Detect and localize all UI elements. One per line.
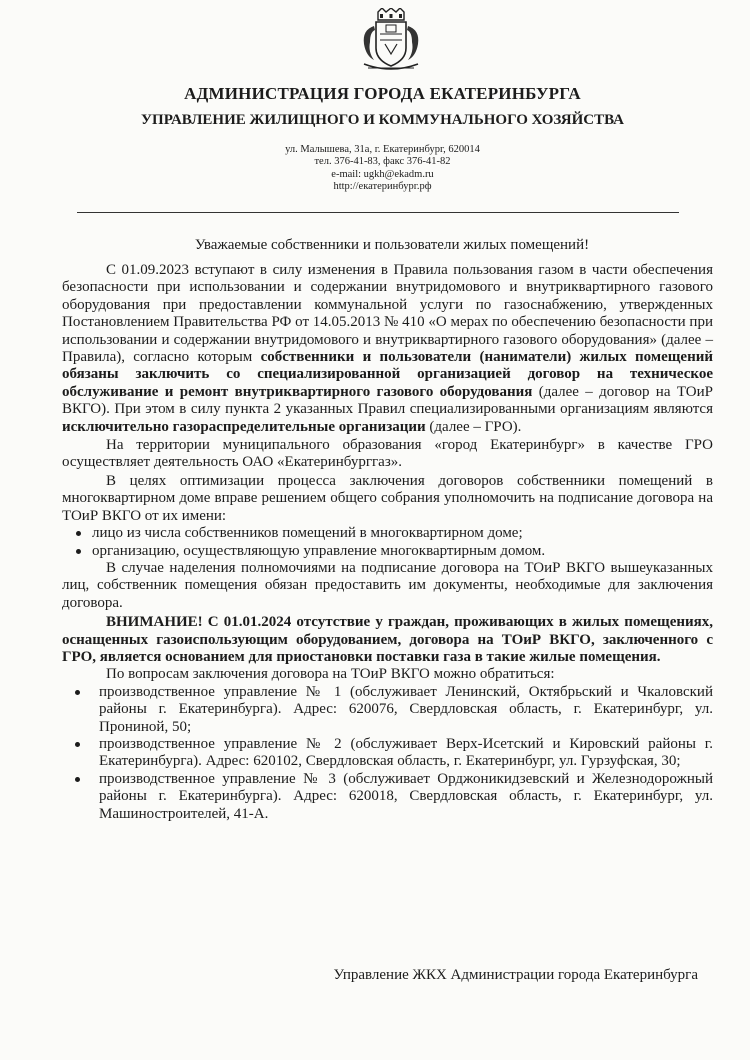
paragraph-gro-info: На территории муниципального образования «город Екатеринбург» в качестве ГРО осуществляет деятельность ОАО «Екатеринбурггаз». [62,437,713,471]
offices-list [62,684,713,823]
paragraph-text: С 01.09.2023 вступают в силу изменения в Правила пользования газом в части обеспечения безопасности при использовании и содержании внутридомового и внутриквартирного газового оборудования при предоставлении коммунальной услуги по газоснабжению, утвержденных Постановлением Правительства РФ от 14.05.2013 № 410 «О мерах по обеспечению безопасности при использовании и содержании внутридомового и внутриквартирного газового оборудования» (далее – Правила), согласно которым [62,262,713,366]
paragraph-text: (далее – ГРО). [425,418,522,435]
paragraph-bold-text: исключительно газораспределительные организации [62,418,426,435]
paragraph-optimization: В целях оптимизации процесса заключения договоров собственники помещений в многоквартирном доме вправе решением общего собрания уполномочить на подписание договора на ТОиР ВКГО от их имени: [62,472,713,524]
list-item [62,684,713,736]
contact-block [0,144,750,193]
list-item-text: производственное управление № 3 (обслуживает Орджоникидзевский и Железнодорожный районы г. Екатеринбурга). Адрес: 620018, Свердловская область, г. Екатеринбург, ул. Машиностроителей, 41-А. [99,770,713,822]
list-item [62,543,713,560]
paragraph-text: (далее – договор на ТОиР ВКГО). При этом в силу пункта 2 указанных Правил специализированными организациям являются [62,383,713,418]
contact-phone: тел. 376-41-83, факс 376-41-82 [314,156,451,168]
department-title: УПРАВЛЕНИЕ ЖИЛИЩНОГО И КОММУНАЛЬНОГО ХОЗЯЙСТВА [141,112,624,128]
list-item-text: производственное управление № 2 (обслуживает Верх-Исетский и Кировский районы г. Екатеринбурга). Адрес: 620102, Свердловская область, г. Екатеринбург, ул. Гурзуфская, 30; [99,735,713,770]
paragraph-documents: В случае наделения полномочиями на подписание договора на ТОиР ВКГО вышеуказанных лиц, собственник помещения обязан предоставить им документы, необходимые для заключения договора. [62,559,713,611]
list-item-text: производственное управление № 1 (обслуживает Ленинский, Октябрьский и Чкаловский районы г. Екатеринбурга). Адрес: 620076, Свердловская область, г. Екатеринбург, ул. Прониной, 50; [99,683,713,735]
paragraph-rules-change [62,262,713,436]
list-item [62,525,713,542]
administration-title: АДМИНИСТРАЦИЯ ГОРОДА ЕКАТЕРИНБУРГА [184,84,581,103]
bullet-icon [76,531,81,536]
header-divider [77,212,679,213]
bullet-icon [76,549,81,554]
contact-address: ул. Малышева, 31а, г. Екатеринбург, 620014 [285,144,480,155]
list-item [62,771,713,823]
paragraph-bold-text: собственники и пользователи (наниматели) жилых помещений обязаны заключить со специализированной организацией договор на техническое обслуживание и ремонт внутриквартирного газового оборудования [62,349,714,400]
coat-of-arms-icon [356,8,426,72]
greeting: Уважаемые собственники и пользователи жилых помещений! [194,237,590,253]
letter-body [62,262,713,823]
bullet-icon [75,742,80,747]
contact-email[interactable]: e-mail: ugkh@ekadm.ru [331,168,434,180]
signature: Управление ЖКХ Администрации города Екатеринбурга [333,967,698,983]
contact-website[interactable]: http://екатеринбург.рф [333,180,432,192]
bullet-icon [75,777,80,782]
list-item-text: организацию, осуществляющую управление многоквартирным домом. [92,542,546,559]
paragraph-warning [62,614,713,666]
list-item [62,736,713,771]
list-item-text: лицо из числа собственников помещений в многоквартирном доме; [92,525,523,542]
authorized-persons-list [62,525,713,560]
paragraph-contacts-intro: По вопросам заключения договора на ТОиР ВКГО можно обратиться: [106,666,555,683]
bullet-icon [75,690,80,695]
warning-text: ВНИМАНИЕ! С 01.01.2024 отсутствие у граждан, проживающих в жилых помещениях, оснащенных газоиспользующим оборудованием, договора на ТОиР ВКГО, заключенного с ГРО, является основанием для приостановки поставки газа в такие жилые помещения. [62,614,713,665]
